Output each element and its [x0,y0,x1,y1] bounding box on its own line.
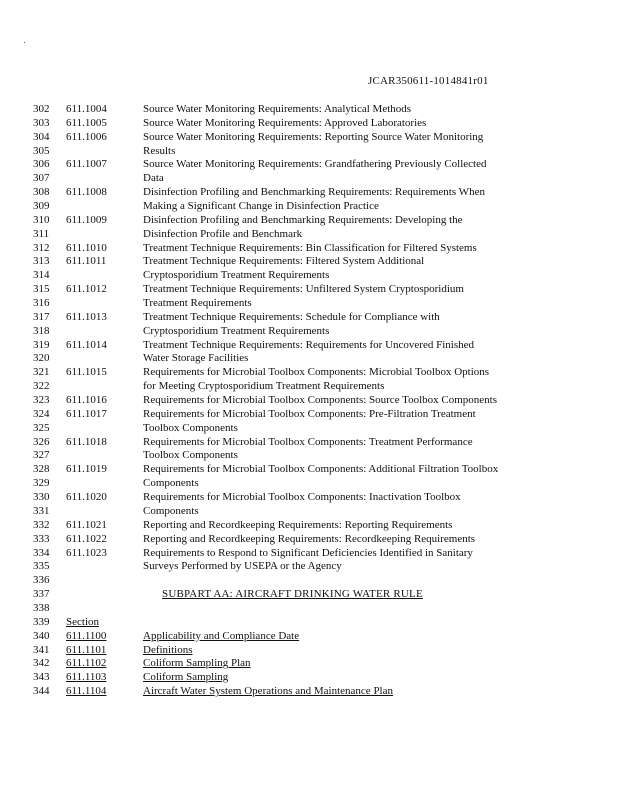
line-number: 312 [33,241,50,254]
toc-line [33,505,593,519]
section-number: 611.1004 [66,103,107,115]
section-number: 611.1017 [66,407,107,420]
section-title: Source Water Monitoring Requirements: Analytical Methods [143,103,412,115]
section-title: Water Storage Facilities [143,352,249,365]
section-number: 611.1102 [66,657,107,670]
toc-line [33,242,593,256]
line-number: 303 [33,116,50,129]
section-title: Requirements for Microbial Toolbox Components: Source Toolbox Components [143,394,497,407]
toc-line [33,436,593,450]
line-number: 332 [33,518,50,531]
line-number: 305 [33,144,50,157]
line-number: 309 [33,200,50,213]
section-title: Disinfection Profile and Benchmark [143,227,303,240]
line-number: 322 [33,380,50,393]
toc-line [33,644,593,658]
toc-line [33,339,593,353]
toc-line [33,228,593,242]
section-title: Requirements for Microbial Toolbox Components: Inactivation Toolbox [143,491,461,504]
toc-line [33,131,593,145]
section-number: 611.1005 [66,116,107,129]
section-number: 611.1103 [66,671,107,684]
section-number: 611.1015 [66,366,107,379]
section-title: Surveys Performed by USEPA or the Agency [143,560,342,573]
section-number: 611.1020 [66,491,107,504]
section-title: Treatment Requirements [143,297,252,310]
toc-line [33,394,593,408]
section-title: Treatment Technique Requirements: Schedule for Compliance with [143,310,440,323]
line-number: 333 [33,532,50,545]
section-title: Components [143,504,199,517]
line-number: 307 [33,172,50,185]
section-title: Components [143,477,199,490]
section-heading-line [33,616,593,630]
section-title: Treatment Technique Requirements: Unfiltered System Cryptosporidium [143,283,464,296]
line-number: 315 [33,283,50,296]
section-title: Source Water Monitoring Requirements: Grandfathering Previously Collected [143,158,487,171]
line-number: 310 [33,213,50,226]
section-title: Results [143,144,176,157]
toc-line [33,547,593,561]
line-number: 337 [33,588,50,601]
section-title: Source Water Monitoring Requirements: Reporting Source Water Monitoring [143,130,484,143]
section-title: Requirements for Microbial Toolbox Components: Treatment Performance [143,435,473,448]
section-title: Applicability and Compliance Date [143,629,300,642]
toc-line [33,408,593,422]
line-number: 344 [33,685,50,698]
section-title: Treatment Technique Requirements: Bin Classification for Filtered Systems [143,241,477,254]
subpart-aa-sections [33,630,593,699]
line-number: 328 [33,463,50,476]
toc-line [33,519,593,533]
line-number: 342 [33,657,50,670]
toc-line [33,449,593,463]
toc-line [33,103,593,117]
toc-line [33,463,593,477]
toc-line [33,325,593,339]
section-heading: Section [66,615,99,628]
line-number: 317 [33,310,50,323]
toc-line [33,380,593,394]
section-title: Requirements to Respond to Significant Deficiencies Identified in Sanitary [143,546,473,559]
section-number: 611.1101 [66,643,107,656]
line-number: 302 [33,103,50,115]
section-title: Coliform Sampling [143,671,229,684]
toc-line [33,117,593,131]
toc-line [33,533,593,547]
section-number: 611.1023 [66,546,107,559]
subpart-title: SUBPART AA: AIRCRAFT DRINKING WATER RULE [162,588,423,601]
toc-line [33,283,593,297]
section-title: Toolbox Components [143,449,238,462]
line-number: 321 [33,366,50,379]
line-number: 343 [33,671,50,684]
toc-line [33,671,593,685]
section-number: 611.1021 [66,518,107,531]
toc-line [33,685,593,699]
section-number: 611.1019 [66,463,107,476]
section-title: Treatment Technique Requirements: Requirements for Uncovered Finished [143,338,474,351]
section-title: Coliform Sampling Plan [143,657,251,670]
line-number: 306 [33,158,50,171]
section-number: 611.1011 [66,255,107,268]
subpart-line [33,588,593,602]
toc-line [33,172,593,186]
line-number: 330 [33,491,50,504]
scan-speck [24,42,25,43]
section-title: Reporting and Recordkeeping Requirements: Reporting Requirements [143,518,453,531]
section-number: 611.1008 [66,186,107,199]
section-number: 611.1010 [66,241,107,254]
section-number: 611.1018 [66,435,107,448]
toc-line [33,560,593,574]
line-number: 324 [33,407,50,420]
section-title: Definitions [143,643,193,656]
section-number: 611.1012 [66,283,107,296]
toc-line [33,311,593,325]
section-number: 611.1014 [66,338,107,351]
section-title: Source Water Monitoring Requirements: Approved Laboratories [143,116,427,129]
section-title: Treatment Technique Requirements: Filtered System Additional [143,255,425,268]
line-number: 325 [33,421,50,434]
toc-line [33,422,593,436]
section-number: 611.1013 [66,310,107,323]
toc-line [33,214,593,228]
line-number: 320 [33,352,50,365]
line-number: 334 [33,546,50,559]
section-number: 611.1006 [66,130,107,143]
line-number: 331 [33,504,50,517]
line-number: 326 [33,435,50,448]
blank-line [33,602,593,616]
section-title: Cryptosporidium Treatment Requirements [143,324,330,337]
line-number: 319 [33,338,50,351]
section-title: for Meeting Cryptosporidium Treatment Requirements [143,380,385,393]
section-title: Disinfection Profiling and Benchmarking Requirements: Developing the [143,213,463,226]
line-number: 323 [33,394,50,407]
document-id: JCAR350611-1014841r01 [368,75,489,87]
toc-line [33,158,593,172]
section-number: 611.1104 [66,685,107,698]
line-number: 341 [33,643,50,656]
toc-line [33,200,593,214]
line-number: 304 [33,130,50,143]
toc-line [33,352,593,366]
line-number: 329 [33,477,50,490]
line-number: 338 [33,601,50,614]
line-number: 327 [33,449,50,462]
line-number: 316 [33,297,50,310]
section-title: Requirements for Microbial Toolbox Components: Additional Filtration Toolbox [143,463,499,476]
toc-line [33,255,593,269]
toc-line [33,145,593,159]
section-title: Making a Significant Change in Disinfection Practice [143,200,379,213]
section-number: 611.1100 [66,629,107,642]
section-title: Aircraft Water System Operations and Maintenance Plan [143,685,393,698]
toc-line [33,477,593,491]
toc-line [33,186,593,200]
section-title: Requirements for Microbial Toolbox Components: Pre-Filtration Treatment [143,407,476,420]
line-number: 308 [33,186,50,199]
line-number: 313 [33,255,50,268]
toc-line [33,366,593,380]
toc-line [33,630,593,644]
line-number: 340 [33,629,50,642]
table-of-contents [33,103,593,699]
section-title: Reporting and Recordkeeping Requirements: Recordkeeping Requirements [143,532,476,545]
toc-line [33,657,593,671]
toc-line [33,491,593,505]
toc-line [33,574,593,588]
line-number: 336 [33,574,50,587]
section-number: 611.1016 [66,394,107,407]
section-number: 611.1022 [66,532,107,545]
section-title: Disinfection Profiling and Benchmarking Requirements: Requirements When [143,186,485,199]
section-title: Toolbox Components [143,421,238,434]
line-number: 335 [33,560,50,573]
section-title: Requirements for Microbial Toolbox Components: Microbial Toolbox Options [143,366,490,379]
section-number: 611.1007 [66,158,107,171]
line-number: 318 [33,324,50,337]
section-title: Cryptosporidium Treatment Requirements [143,269,330,282]
section-number: 611.1009 [66,213,107,226]
section-title: Data [143,172,164,185]
toc-line [33,269,593,283]
line-number: 314 [33,269,50,282]
toc-rows [33,103,593,588]
line-number: 311 [33,227,50,240]
toc-line [33,297,593,311]
line-number: 339 [33,615,50,628]
